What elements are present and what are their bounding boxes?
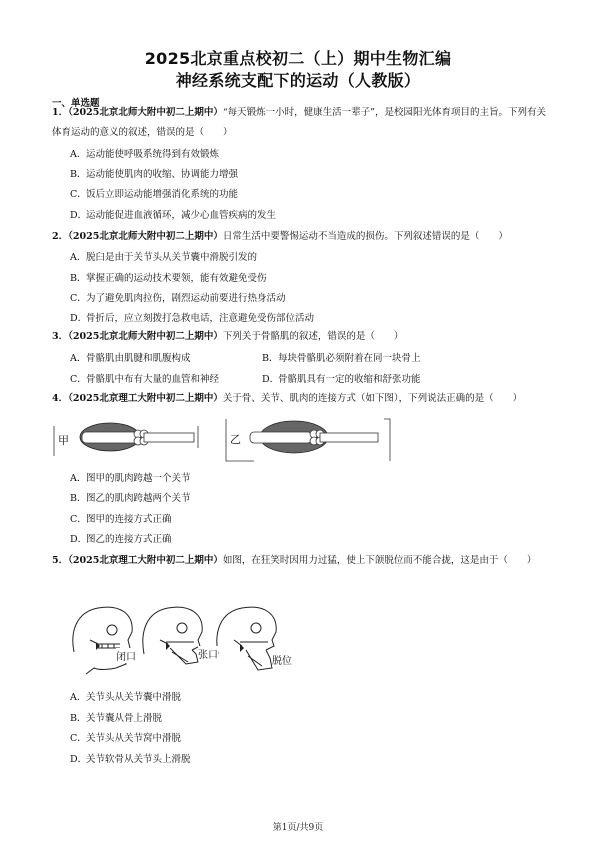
question-2-option-d [70, 312, 314, 326]
option-text: 关节头从关节囊中滑脱 [86, 692, 182, 703]
option-label: D． [70, 313, 88, 324]
question-3-option-a [70, 352, 191, 366]
question-text: “每天锻炼一小时，健康生活一辈子”，是校园阳光体育项目的主旨。下列有关体育运动的意义的叙述，错误的是（ ） [52, 107, 547, 138]
skull-diagram [68, 604, 308, 684]
figure-label-dislocated: 脱位 [272, 652, 292, 667]
question-text: 如图，在狂笑时因用力过猛，使上下颌脱位而不能合拢，这是由于（ ） [222, 555, 537, 566]
question-3-stem [52, 327, 552, 347]
question-source: （2025北京理工大附中初二上期中） [68, 393, 223, 404]
question-source: （2025北京北师大附中初二上期中） [68, 107, 223, 118]
option-label: B． [70, 493, 87, 504]
question-5-option-d [70, 753, 191, 767]
section-heading: 一、单选题 [52, 98, 100, 109]
option-text: 图乙的肌肉跨越两个关节 [86, 493, 191, 504]
question-number: 3． [52, 331, 69, 342]
option-text: 关节软骨从关节头上滑脱 [86, 754, 191, 765]
question-1-stem [52, 103, 552, 143]
question-4-option-c [70, 513, 172, 527]
question-4-option-a [70, 472, 191, 486]
option-label: A． [70, 692, 87, 703]
option-label: B． [70, 273, 87, 284]
document-subtitle: 神经系统支配下的运动（人教版） [175, 71, 421, 90]
bone-muscle-diagram-yi [224, 415, 394, 467]
question-2-option-a [70, 251, 257, 265]
bone-muscle-diagram-jia [50, 418, 200, 466]
option-text: 骨骼肌具有一定的收缩和舒张功能 [278, 374, 421, 385]
option-text: 骨折后，应立刻拨打急救电话，注意避免受伤部位活动 [86, 313, 315, 324]
question-1-option-a [70, 148, 219, 162]
figure-label-closed: 闭口 [116, 648, 136, 663]
figure-label-yi: 乙 [230, 433, 241, 446]
option-label: B． [70, 713, 87, 724]
option-label: D． [262, 374, 280, 385]
page-footer: 第1页/共9页 [272, 823, 324, 833]
question-4-option-d [70, 533, 172, 547]
option-text: 图乙的连接方式正确 [86, 534, 172, 545]
option-text: 运动能使呼吸系统得到有效锻炼 [86, 149, 220, 160]
document-title: 2025北京重点校初二（上）期中生物汇编 [144, 49, 452, 68]
question-1-option-b [70, 168, 238, 182]
option-label: C． [70, 374, 87, 385]
option-text: 脱臼是由于关节头从关节囊中滑脱引发的 [86, 252, 258, 263]
question-2-option-b [70, 272, 267, 286]
option-label: C． [70, 733, 87, 744]
option-text: 关节头从关节窝中滑脱 [86, 733, 182, 744]
question-source: （2025北京理工大附中初二上期中） [68, 555, 223, 566]
option-label: C． [70, 189, 87, 200]
option-label: D． [70, 754, 88, 765]
question-text: 日常生活中要警惕运动不当造成的损伤。下列叙述错误的是（ ） [222, 231, 508, 242]
question-4-stem [52, 389, 552, 409]
question-2-stem [52, 227, 552, 247]
option-text: 饭后立即运动能增强消化系统的功能 [86, 189, 239, 200]
question-number: 1． [52, 107, 69, 118]
option-text: 骨骼肌由肌腱和肌腹构成 [86, 353, 191, 364]
question-source: （2025北京北师大附中初二上期中） [68, 331, 223, 342]
option-text: 图甲的连接方式正确 [86, 514, 172, 525]
figure-jaw-dislocation [68, 604, 308, 684]
figure-bone-muscle-yi [224, 415, 394, 467]
option-label: A． [70, 473, 87, 484]
option-label: D． [70, 534, 88, 545]
option-label: D． [70, 210, 88, 221]
option-label: C． [70, 514, 87, 525]
question-1-option-c [70, 188, 238, 202]
question-text: 下列关于骨骼肌的叙述，错误的是（ ） [222, 331, 404, 342]
question-text: 关于骨、关节、肌肉的连接方式（如下图），下列说法正确的是（ ） [222, 393, 523, 404]
question-3-option-b [262, 352, 421, 366]
question-3-option-d [262, 373, 421, 387]
figure-bone-muscle-jia [50, 418, 200, 466]
option-text: 关节囊从骨上滑脱 [86, 713, 163, 724]
option-label: B． [262, 353, 279, 364]
question-source: （2025北京北师大附中初二上期中） [68, 231, 223, 242]
option-text: 骨骼肌中布有大量的血管和神经 [86, 374, 220, 385]
option-label: B． [70, 169, 87, 180]
option-text: 每块骨骼肌必须附着在同一块骨上 [278, 353, 421, 364]
option-text: 运动能使肌肉的收缩、协调能力增强 [86, 169, 239, 180]
question-1-option-d [70, 209, 276, 223]
question-number: 5． [52, 555, 69, 566]
option-text: 为了避免肌肉拉伤，剧烈运动前要进行热身活动 [86, 293, 286, 304]
question-number: 4． [52, 393, 69, 404]
question-5-stem [52, 551, 552, 571]
question-3-option-c [70, 373, 219, 387]
question-number: 2． [52, 231, 69, 242]
option-label: A． [70, 252, 87, 263]
option-text: 运动能促进血液循环，减少心血管疾病的发生 [86, 210, 277, 221]
question-4-option-b [70, 492, 191, 506]
question-5-option-b [70, 712, 162, 726]
figure-label-jia: 甲 [58, 434, 69, 447]
option-label: A． [70, 149, 87, 160]
option-label: A． [70, 353, 87, 364]
question-5-option-a [70, 691, 181, 705]
question-5-option-c [70, 732, 181, 746]
option-text: 掌握正确的运动技术要领，能有效避免受伤 [86, 273, 267, 284]
figure-label-open: 张口 [198, 646, 218, 661]
option-label: C． [70, 293, 87, 304]
question-2-option-c [70, 292, 286, 306]
option-text: 图甲的肌肉跨越一个关节 [86, 473, 191, 484]
